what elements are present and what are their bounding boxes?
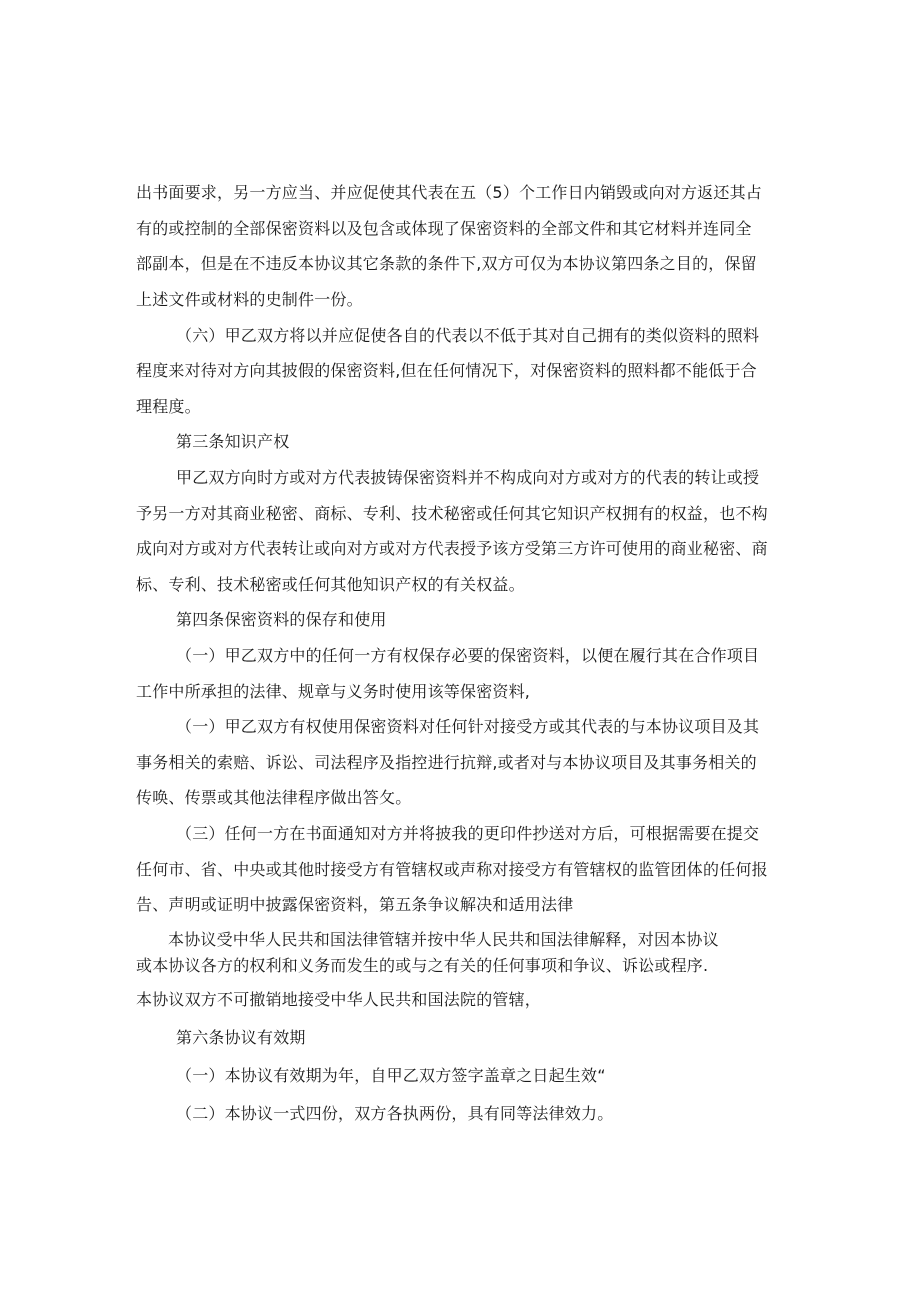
- text-line: （六）甲乙双方将以并应促使各自的代表以不低于其对自己拥有的类似资料的照料: [176, 326, 760, 345]
- text-line: 告、声明或证明中披露保密资料，第五条争议解决和适用法律: [136, 895, 574, 914]
- text-line: （三）任何一方在书面通知对方并将披我的更印件抄送对方后，可根据需要在提交: [176, 824, 760, 843]
- text-line: （一）本协议有效期为年，自甲乙双方签字盖章之日起生效“: [176, 1066, 606, 1085]
- text-line: 成向对方或对方代表转让或向对方或对方代表授予该方受第三方许可使用的商业秘密、商: [136, 539, 768, 558]
- text-line: 出书面要求，另一方应当、并应促使其代表在五（5）个工作日内销毁或向对方返还其占: [136, 183, 762, 202]
- text-line: 本协议双方不可撤销地接受中华人民共和国法院的管辖，: [136, 990, 542, 1009]
- text-line: 程度来对待对方向其披假的保密资料,但在任何情况下，对保密资料的照料都不能低于合: [136, 361, 757, 380]
- text-line: 传唤、传票或其他法律程序做出答攵。: [136, 788, 412, 807]
- text-line: （一）甲乙双方有权使用保密资料对任何针对接受方或其代表的与本协议项目及其: [176, 717, 760, 736]
- text-line: 予另一方对其商业秘密、商标、专利、技术秘密或任何其它知识产权拥有的权益，也不构: [136, 504, 768, 523]
- text-line: 本协议受中华人民共和国法律管辖并按中华人民共和国法律解释，对因本协议: [168, 930, 719, 949]
- text-line: （二）本协议一式四份，双方各执两份，具有同等法律效力。: [176, 1104, 614, 1123]
- text-line: 有的或控制的全部保密资料以及包含或体现了保密资料的全部文件和其它材料并连同全: [136, 219, 752, 238]
- text-line: 理程度。: [136, 397, 201, 416]
- text-line: 或本协议各方的权利和义务而发生的或与之有关的任何事项和争议、诉讼或程序.: [136, 956, 709, 975]
- text-line: 事务相关的索赔、诉讼、司法程序及指控进行抗辩,或者对与本协议项目及其事务相关的: [136, 753, 757, 772]
- text-line: 任何市、省、中央或其他时接受方有管辖权或声称对接受方有管辖权的监管团体的任何报: [136, 860, 768, 879]
- text-line: （一）甲乙双方中的任何一方有权保存必要的保密资料，以便在履行其在合作项目: [176, 646, 760, 665]
- section-heading: 第三条知识产权: [176, 432, 290, 451]
- text-line: 部副本，但是在不违反本协议其它条款的条件下,双方可仅为本协议第四条之目的，保留: [136, 254, 757, 273]
- text-line: 标、专利、技术秘密或任何其他知识产权的有关权益。: [136, 575, 525, 594]
- text-line: 工作中所承担的法律、规章与义务时使用该等保密资料,: [136, 682, 531, 701]
- text-line: 上述文件或材料的史制件一份。: [136, 290, 363, 309]
- text-line: 甲乙双方向时方或对方代表披铸保密资料并不构成向对方或对方的代表的转让或授: [176, 468, 760, 487]
- section-heading: 第四条保密资料的保存和使用: [176, 610, 387, 629]
- section-heading: 第六条协议有效期: [176, 1028, 306, 1047]
